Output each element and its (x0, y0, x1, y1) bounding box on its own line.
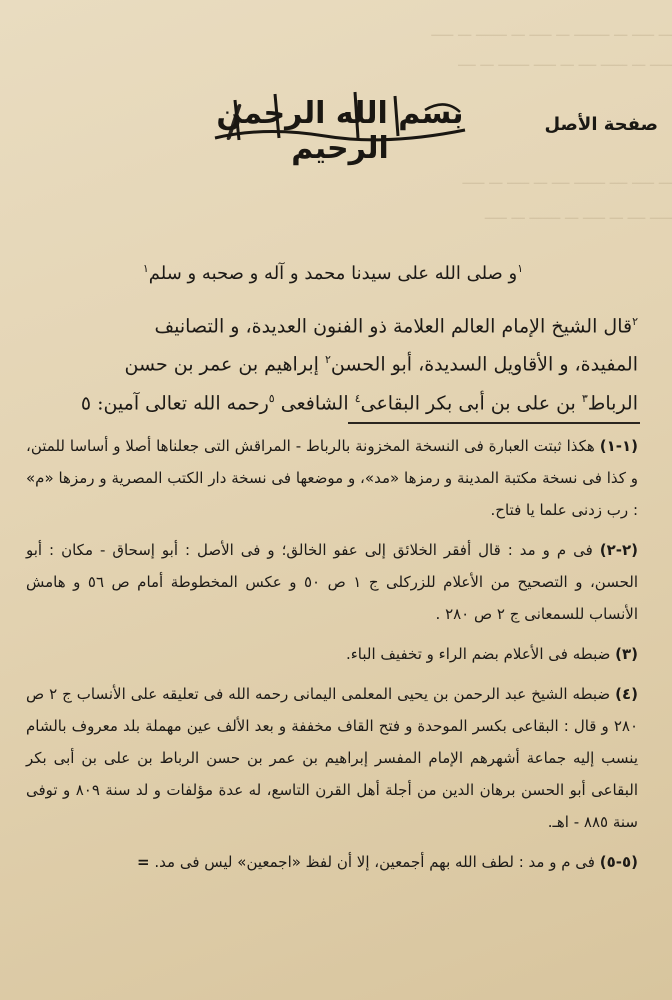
blessing-text: و صلى الله على سيدنا محمد و آله و صحبه و سلم (148, 263, 518, 284)
basmala-text: بسم الله الرحمن الرحيم (216, 96, 464, 166)
text-line-1 (28, 305, 638, 343)
text-segment: إبراهيم بن عمر بن حسن (124, 353, 319, 376)
text-segment: الشافعى (280, 391, 349, 414)
footnote (26, 430, 638, 526)
footnote-text: فى م و مد : لطف الله بهم أجمعين، إلا أن لفظ «اجمعين» ليس فى مد. (154, 853, 595, 871)
text-segment: المفيدة، و الأقاويل السديدة، أبو الحسن (330, 353, 638, 376)
footnote (26, 846, 638, 878)
note-marker: ١ (142, 262, 149, 275)
note-marker: ٢ (632, 315, 638, 328)
page-label: صفحة الأصل (544, 114, 658, 135)
end-mark: = (137, 853, 150, 871)
main-text (28, 252, 638, 420)
blessing-line (28, 252, 638, 291)
footnote-text: فى م و مد : قال أفقر الخلائق إلى عفو الخالق؛ و فى الأصل : أبو إسحاق - مكان : أبو الحسن، و التصحيح من الأعلام للزركلى ج ١ ص ٥٠ و عكس المخطوطة أمام ص ٥٦ و هامش الأنساب للسمعانى ج ٢ ص ٢٨٠ . (26, 541, 639, 623)
note-marker: ٢ (324, 353, 331, 367)
bleed-through-text: ـــــ ـــ ــــــ ــــ ـــ ـــــ ـــــــ ـــ ــــ (458, 52, 672, 70)
footnote-number: (٤) (615, 685, 638, 703)
footnote-number: (٣) (615, 645, 638, 663)
note-marker: ٣ (581, 391, 588, 405)
footnote (26, 534, 638, 630)
text-segment: قال الشيخ الإمام العالم العلامة ذو الفنون العديدة، و التصانيف (154, 315, 633, 338)
footnote-number: (٥-٥) (599, 853, 638, 871)
text-segment: الرباط (587, 391, 638, 414)
note-marker: ٥ (268, 391, 275, 405)
footnotes (26, 430, 638, 886)
note-marker: ٤ (354, 391, 361, 405)
footnote-number: (٢-٢) (599, 541, 638, 559)
bleed-through-text: ـــ ـــــ ــــ ـــــــ ــــ ـــ ـــــ ـــ ـــــ (462, 170, 672, 188)
text-line-2 (28, 343, 638, 381)
footnote-number: (١-١) (599, 437, 638, 455)
footnote (26, 638, 638, 670)
bleed-through-text: ـــ ـــــ ـــ ــــــــ ـــ ـــــ ـــ ـــــــ ـــ ـــــ (431, 22, 672, 40)
footnote (26, 678, 638, 838)
footnote-text: هكذا ثبتت العبارة فى النسخة المخزونة بالرباط - المراقش التى جعلناها أصلا و أساسا للمتن، و كذا فى نسخة مكتبة المدينة و رمزها «مد»، و موضعها فى نسخة دار الكتب المصرية و رمزها «م» : رب زدنى علما يا فتاح. (26, 437, 638, 519)
basmala-calligraphy (205, 80, 475, 166)
note-marker: ٥ (80, 391, 92, 414)
footnote-divider (348, 422, 640, 424)
footnote-text: ضبطه الشيخ عبد الرحمن بن يحيى المعلمى اليمانى رحمه الله فى تعليقه على الأنساب ج ٢ ص ٢٨٠ و قال : البقاعى بكسر الموحدة و فتح القاف مخففة و بعد الألف عين مهملة بلد معروف بالشام ينسب إليه جماعة أشهرهم الإمام المفسر إبراهيم بن عمر بن حسن الرباط بن على بن أبى بكر البقاعى أبو الحسن برهان الدين من أجلة أهل القرن التاسع، له عدة مؤلفات و لد سنة ٨٠٩ و توفى سنة ٨٨٥ - اهـ. (26, 685, 638, 831)
text-line-3 (28, 382, 638, 420)
text-segment: بن على بن أبى بكر البقاعى (360, 391, 576, 414)
bleed-through-text: ـــــ ــــ ـــ ـــــ ـــ ـــــــ ـــ ـــــ (484, 205, 672, 223)
footnote-text: ضبطه فى الأعلام بضم الراء و تخفيف الباء. (345, 645, 611, 663)
note-marker: ١ (517, 262, 524, 275)
text-segment: رحمه الله تعالى آمين: (97, 391, 269, 414)
